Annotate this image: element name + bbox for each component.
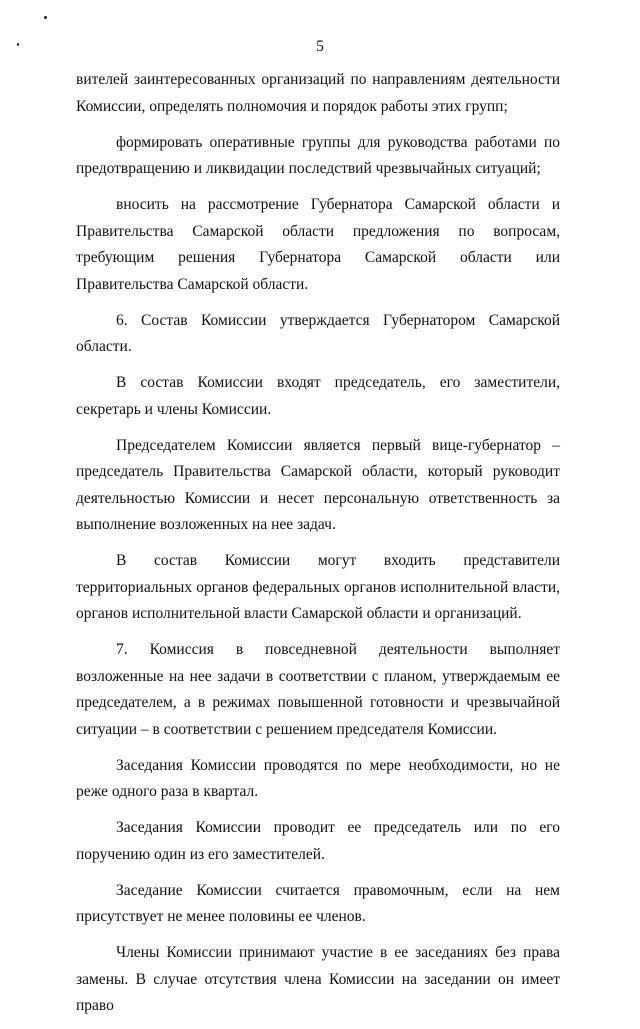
document-body — [76, 67, 560, 1029]
paragraph: формировать оперативные группы для руководства работами по предотвращению и ликвидации последствий чрезвычайных ситуаций; — [76, 133, 560, 177]
paragraph: 7. Комиссия в повседневной деятельности выполняет возложенные на нее задачи в соответствии с планом, утверждаемым ее председателем, а в режимах повышенной готовности и чрезвычайной ситуации – в соответствии с решением председателя Комиссии. — [76, 641, 560, 738]
paragraph: вносить на рассмотрение Губернатора Самарской области и Правительства Самарской области предложения по вопросам, требующим решения Губернатора Самарской области или Правительства Самарской области. — [76, 196, 560, 293]
paragraph: Заседание Комиссии считается правомочным, если на нем присутствует не менее половины ее членов. — [76, 881, 560, 925]
scan-speck — [44, 16, 47, 19]
page-number: 5 — [316, 38, 324, 55]
paragraph: 6. Состав Комиссии утверждается Губернатором Самарской области. — [76, 311, 560, 355]
paragraph: Члены Комиссии принимают участие в ее заседаниях без права замены. В случае отсутствия члена Комиссии на заседании он имеет право — [76, 944, 560, 1014]
paragraph: Заседания Комиссии проводит ее председатель или по его поручению один из его заместителей. — [76, 819, 560, 863]
paragraph: В состав Комиссии входят председатель, его заместители, секретарь и члены Комиссии. — [76, 374, 560, 418]
paragraph: Заседания Комиссии проводятся по мере необходимости, но не реже одного раза в квартал. — [76, 756, 560, 800]
paragraph: Председателем Комиссии является первый вице-губернатор – председатель Правительства Самарской области, который руководит деятельностью Комиссии и несет персональную ответственность за выполнение возложенных на нее задач. — [76, 436, 560, 533]
paragraph: вителей заинтересованных организаций по направлениям деятельности Комиссии, определять полномочия и порядок работы этих групп; — [76, 71, 560, 115]
paragraph: В состав Комиссии могут входить представители территориальных органов федеральных органов исполнительной власти, органов исполнительной власти Самарской области и организаций. — [76, 552, 560, 622]
